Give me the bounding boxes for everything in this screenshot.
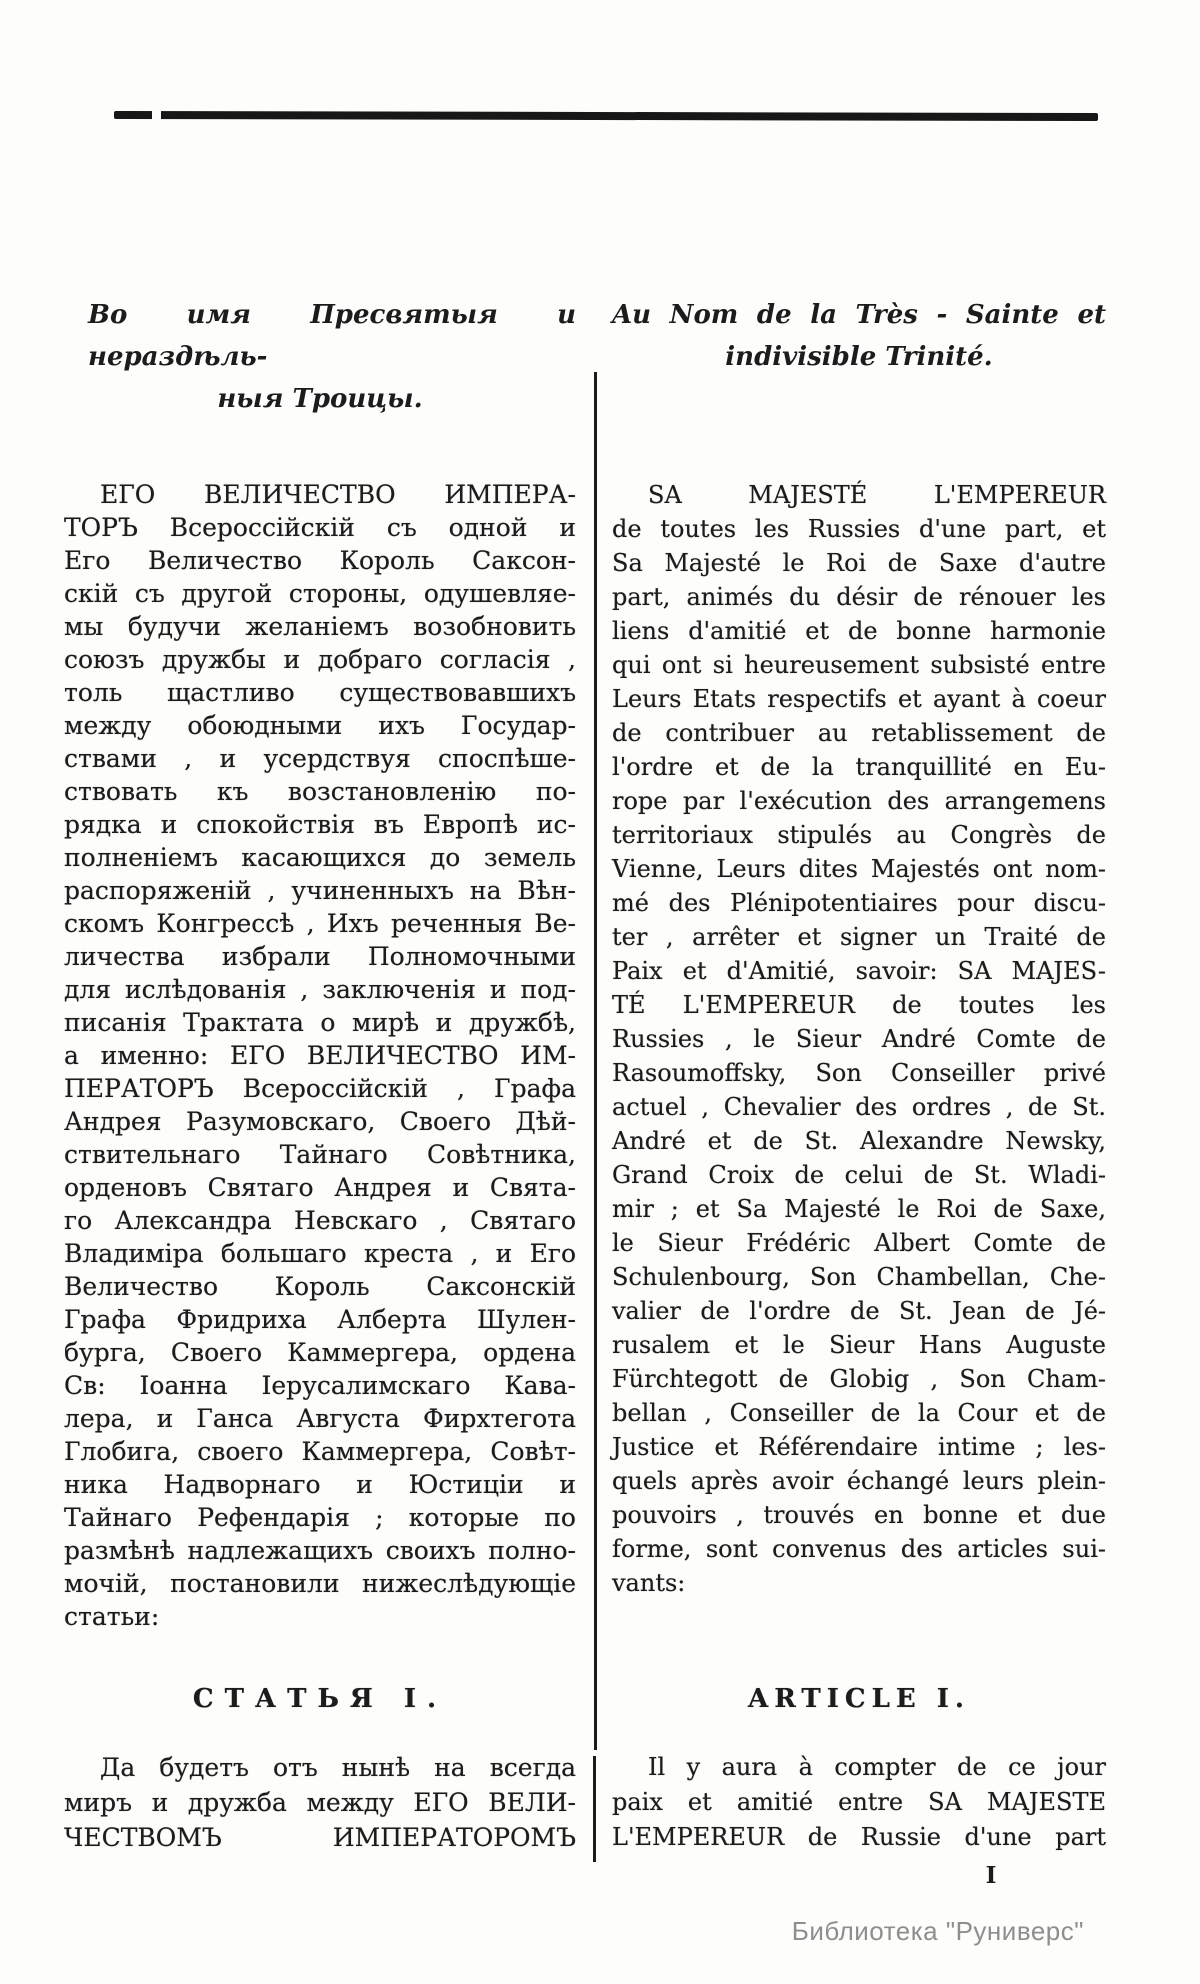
text-line: pouvoirs , trouvés en bonne et due: [612, 1501, 1106, 1529]
text-line: Sa Majesté le Roi de Saxe d'autre: [612, 549, 1106, 577]
text-line: ter , arrêter et signer un Traité de: [612, 923, 1106, 951]
text-line: Св: Іоанна Іерусалимскаго Кава-: [64, 1371, 576, 1400]
text-line: ЧЕСТВОМЪ ИМПЕРАТОРОМЪ: [64, 1823, 576, 1852]
text-line: l'ordre et de la tranquillité en Eu-: [612, 753, 1106, 781]
text-line: распоряженій , учиненныхъ на Вѣн-: [64, 876, 576, 905]
french-column: [612, 0, 1106, 1984]
text-line: толь щастливо существовавшихъ: [64, 678, 576, 707]
french-article-body: [612, 1750, 1106, 1855]
text-line: между обоюдными ихъ Государ-: [64, 711, 576, 740]
text-line: quels après avoir échangé leurs plein-: [612, 1467, 1106, 1495]
russian-column: [64, 0, 576, 1984]
text-line: liens d'amitié et de bonne harmonie: [612, 617, 1106, 645]
french-invocation: [612, 294, 1106, 378]
text-line: орденовъ Святаго Андрея и Свята-: [64, 1173, 576, 1202]
text-line: Leurs Etats respectifs et ayant à coeur: [612, 685, 1106, 713]
russian-invocation-line1: Во имя Пресвятыя и нераздѣль-: [88, 300, 576, 372]
text-line: Russies , le Sieur André Comte de: [612, 1025, 1106, 1053]
text-line: Justice et Référendaire intime ; les-: [612, 1433, 1106, 1461]
text-line: part, animés du désir de rénouer les: [612, 583, 1106, 611]
text-line: рядка и спокойствія въ Европѣ ис-: [64, 810, 576, 839]
text-line: mé des Plénipotentiaires pour discu-: [612, 889, 1106, 917]
french-invocation-line1: Au Nom de la Très - Sainte et: [612, 300, 1106, 330]
text-line: Grand Croix de celui de St. Wladi-: [612, 1161, 1106, 1189]
text-line: de contribuer au retablissement de: [612, 719, 1106, 747]
text-line: Да будетъ отъ нынѣ на всегда: [100, 1753, 576, 1782]
text-line: мочій, постановили нижеслѣдующіе: [64, 1569, 576, 1598]
text-line: bellan , Conseiller de la Cour et de: [612, 1399, 1106, 1427]
text-line: размѣнѣ надлежащихъ своихъ полно-: [64, 1536, 576, 1565]
text-line: бурга, Своего Каммергера, ордена: [64, 1338, 576, 1367]
text-line: actuel , Chevalier des ordres , de St.: [612, 1093, 1106, 1121]
text-line: Paix et d'Amitié, savoir: SA MAJES-: [612, 957, 1106, 985]
text-line: ЕГО ВЕЛИЧЕСТВО ИМПЕРА-: [100, 480, 576, 509]
text-line: ствовать къ возстановленію по-: [64, 777, 576, 806]
text-line: forme, sont convenus des articles sui-: [612, 1535, 1106, 1563]
text-line: SA MAJESTÉ L'EMPEREUR: [648, 481, 1106, 509]
column-divider-lower-segment: [593, 1756, 596, 1862]
text-line: mir ; et Sa Majesté le Roi de Saxe,: [612, 1195, 1106, 1223]
text-line: а именно: ЕГО ВЕЛИЧЕСТВО ИМ-: [64, 1041, 576, 1070]
text-line: статьи:: [64, 1602, 160, 1631]
signature-mark: I: [985, 1862, 997, 1889]
column-divider: [594, 372, 597, 1750]
text-line: TÉ L'EMPEREUR de toutes les: [612, 991, 1106, 1019]
text-line: paix et amitié entre SA MAJESTE: [612, 1788, 1106, 1816]
text-line: миръ и дружба между ЕГО ВЕЛИ-: [64, 1788, 576, 1817]
text-line: Графа Фридриха Алберта Шулен-: [64, 1305, 576, 1334]
text-line: Величество Король Саксонскій: [64, 1272, 576, 1301]
russian-preamble: [64, 478, 576, 1633]
russian-invocation: [64, 294, 576, 420]
text-line: Schulenbourg, Son Chambellan, Che-: [612, 1263, 1106, 1291]
text-line: André et de St. Alexandre Newsky,: [612, 1127, 1106, 1155]
text-line: ника Надворнаго и Юстиціи и: [64, 1470, 576, 1499]
russian-article-body: [64, 1750, 576, 1855]
text-line: писанія Трактата о мирѣ и дружбѣ,: [64, 1008, 576, 1037]
text-line: qui ont si heureusement subsisté entre: [612, 651, 1106, 679]
library-watermark: Библиотека "Руниверс": [791, 1916, 1084, 1946]
text-line: Глобига, своего Каммергера, Совѣт-: [64, 1437, 576, 1466]
text-line: de toutes les Russies d'une part, et: [612, 515, 1106, 543]
text-line: valier de l'ordre de St. Jean de Jé-: [612, 1297, 1106, 1325]
text-line: мы будучи желаніемъ возобновить: [64, 612, 576, 641]
text-line: Тайнаго Рефендарія ; которые по: [64, 1503, 576, 1532]
text-line: Fürchtegott de Globig , Son Cham-: [612, 1365, 1106, 1393]
french-article-heading: ARTICLE I.: [748, 1684, 970, 1714]
text-line: vants:: [612, 1569, 686, 1597]
text-line: лера, и Ганса Августа Фирхтегота: [64, 1404, 576, 1433]
french-invocation-line2: indivisible Trinité.: [725, 342, 993, 372]
text-line: rusalem et le Sieur Hans Auguste: [612, 1331, 1106, 1359]
text-line: le Sieur Frédéric Albert Comte de: [612, 1229, 1106, 1257]
text-line: личества избрали Полномочными: [64, 942, 576, 971]
text-line: Владиміра большаго креста , и Его: [64, 1239, 576, 1268]
russian-invocation-line2: ныя Троицы.: [217, 384, 423, 414]
text-line: Il y aura à compter de ce jour: [648, 1753, 1106, 1781]
text-line: скій съ другой стороны, одушевляе-: [64, 579, 576, 608]
text-line: territoriaux stipulés au Congrès de: [612, 821, 1106, 849]
text-line: Андрея Разумовскаго, Своего Дѣй-: [64, 1107, 576, 1136]
text-line: Его Величество Король Саксон-: [64, 546, 576, 575]
french-preamble: [612, 478, 1106, 1600]
text-line: rope par l'exécution des arrangemens: [612, 787, 1106, 815]
text-line: ствами , и усердствуя споспѣше-: [64, 744, 576, 773]
text-line: ПЕРАТОРЪ Всероссійскій , Графа: [64, 1074, 576, 1103]
text-line: союзъ дружбы и добраго согласія ,: [64, 645, 576, 674]
text-line: го Александра Невскаго , Святаго: [64, 1206, 576, 1235]
text-line: ствительнаго Тайнаго Совѣтника,: [64, 1140, 576, 1169]
text-line: для ислѣдованія , заключенія и под-: [64, 975, 576, 1004]
text-line: Vienne, Leurs dites Majestés ont nom-: [612, 855, 1106, 883]
text-line: полненіемъ касающихся до земель: [64, 843, 576, 872]
text-line: ТОРЪ Всероссійскій съ одной и: [64, 513, 576, 542]
text-line: L'EMPEREUR de Russie d'une part: [612, 1823, 1106, 1851]
text-line: скомъ Конгрессѣ , Ихъ реченныя Ве-: [64, 909, 576, 938]
russian-article-heading: СТАТЬЯ I.: [192, 1684, 448, 1714]
text-line: Rasoumoffsky, Son Conseiller privé: [612, 1059, 1106, 1087]
